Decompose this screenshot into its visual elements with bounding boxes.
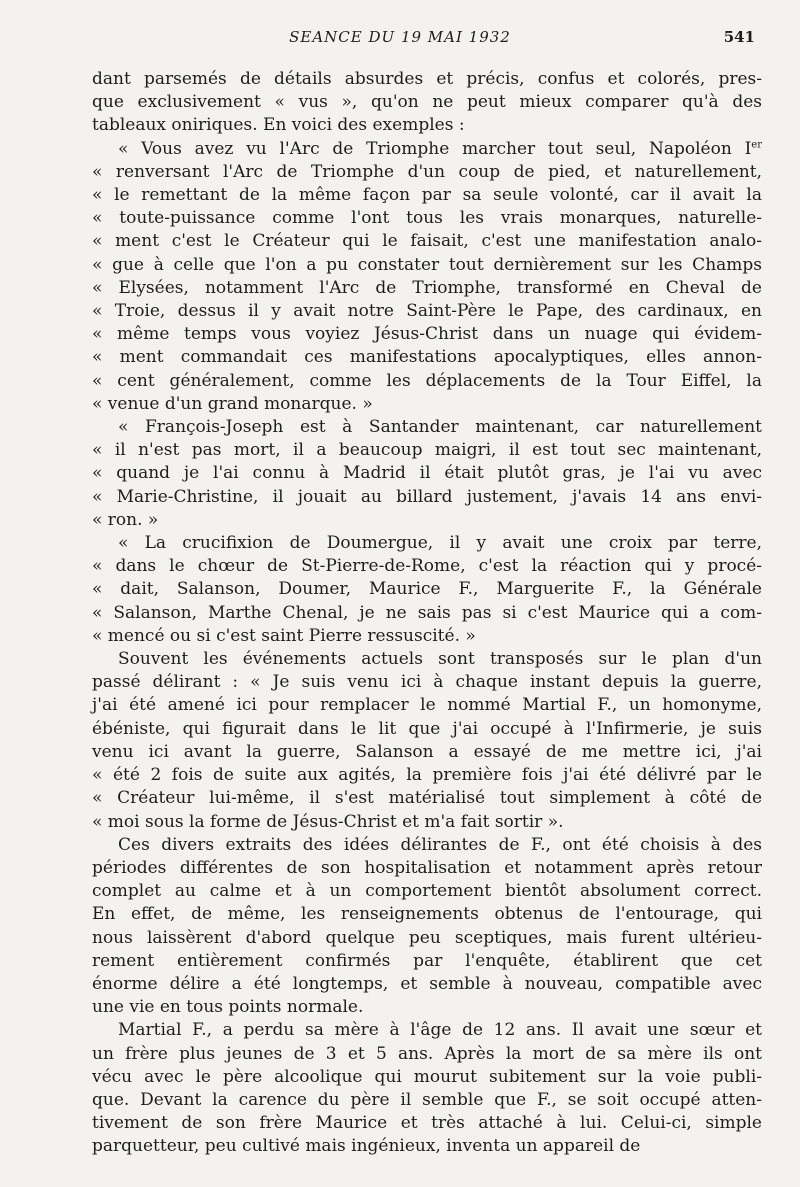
text-line: venu ici avant la guerre, Salanson a essayé de me mettre ici, j'ai <box>92 741 762 762</box>
text-line: nous laissèrent d'abord quelque peu sceptiques, mais furent ultérieu- <box>92 927 762 948</box>
text-line: « mencé ou si c'est saint Pierre ressuscité. » <box>92 625 476 646</box>
text-line: tableaux oniriques. En voici des exemples : <box>92 115 465 136</box>
page-number: 541 <box>723 28 755 46</box>
text-line: « dait, Salanson, Doumer, Maurice F., Marguerite F., la Générale <box>92 579 762 600</box>
text-line: « il n'est pas mort, il a beaucoup maigri, il est tout sec maintenant, <box>92 440 762 461</box>
text-line: un frère plus jeunes de 3 et 5 ans. Après la mort de sa mère ils ont <box>92 1043 762 1064</box>
text-line: rement entièrement confirmés par l'enquête, établirent que cet <box>92 950 762 971</box>
paragraph <box>92 648 762 834</box>
body-text <box>92 68 762 1159</box>
text-line: « Elysées, notamment l'Arc de Triomphe, transformé en Cheval de <box>92 277 762 298</box>
text-line: j'ai été amené ici pour remplacer le nommé Martial F., un homonyme, <box>92 695 762 716</box>
text-line: « quand je l'ai connu à Madrid il était plutôt gras, je l'ai vu avec <box>92 463 762 484</box>
text-line: « Vous avez vu l'Arc de Triomphe marcher tout seul, Napoléon Ier <box>118 138 762 159</box>
text-line: que. Devant la carence du père il semble que F., se soit occupé atten- <box>92 1089 762 1110</box>
text-line: En effet, de même, les renseignements obtenus de l'entourage, qui <box>92 904 762 925</box>
paragraph <box>92 1019 762 1158</box>
paragraph <box>92 68 762 138</box>
text-line: tivement de son frère Maurice et très attaché à lui. Celui-ci, simple <box>92 1113 762 1134</box>
text-line: « ment commandait ces manifestations apocalyptiques, elles annon- <box>92 347 762 368</box>
text-line: « François-Joseph est à Santander maintenant, car naturellement <box>118 417 762 438</box>
running-head <box>0 24 800 54</box>
text-line: une vie en tous points normale. <box>92 997 364 1018</box>
text-line: « Marie-Christine, il jouait au billard justement, j'avais 14 ans envi- <box>92 486 762 507</box>
text-line: « venue d'un grand monarque. » <box>92 393 373 414</box>
text-line: périodes différentes de son hospitalisation et notamment après retour <box>92 857 762 878</box>
text-line: « le remettant de la même façon par sa seule volonté, car il avait la <box>92 185 762 206</box>
text-line: que exclusivement « vus », qu'on ne peut mieux comparer qu'à des <box>92 92 762 113</box>
text-line: complet au calme et à un comportement bientôt absolument correct. <box>92 881 762 902</box>
text-line: « cent généralement, comme les déplacements de la Tour Eiffel, la <box>92 370 762 391</box>
paragraph <box>92 138 762 416</box>
text-line: Ces divers extraits des idées délirantes de F., ont été choisis à des <box>118 834 762 855</box>
text-line: « ron. » <box>92 509 159 530</box>
text-line: ébéniste, qui figurait dans le lit que j'ai occupé à l'Infirmerie, je suis <box>92 718 762 739</box>
text-line: « Troie, dessus il y avait notre Saint-Père le Pape, des cardinaux, en <box>92 301 762 322</box>
text-line: parquetteur, peu cultivé mais ingénieux, inventa un appareil de <box>92 1136 641 1157</box>
text-line: « dans le chœur de St-Pierre-de-Rome, c'est la réaction qui y procé- <box>92 556 762 577</box>
text-line: « Salanson, Marthe Chenal, je ne sais pas si c'est Maurice qui a com- <box>92 602 762 623</box>
paragraph <box>92 532 762 648</box>
text-line: « même temps vous voyiez Jésus-Christ dans un nuage qui évidem- <box>92 324 762 345</box>
text-line: Souvent les événements actuels sont transposés sur le plan d'un <box>118 649 762 670</box>
text-line: « été 2 fois de suite aux agités, la première fois j'ai été délivré par le <box>92 765 762 786</box>
text-line: Martial F., a perdu sa mère à l'âge de 12 ans. Il avait une sœur et <box>118 1020 762 1041</box>
text-line: énorme délire a été longtemps, et semble à nouveau, compatible avec <box>92 973 762 994</box>
running-title: SEANCE DU 19 MAI 1932 <box>289 28 511 46</box>
text-line: « renversant l'Arc de Triomphe d'un coup de pied, et naturellement, <box>92 161 762 182</box>
text-line: vécu avec le père alcoolique qui mourut subitement sur la voie publi- <box>92 1066 762 1087</box>
text-line: passé délirant : « Je suis venu ici à chaque instant depuis la guerre, <box>92 672 762 693</box>
text-line: « gue à celle que l'on a pu constater tout dernièrement sur les Champs <box>92 254 762 275</box>
text-line: « moi sous la forme de Jésus-Christ et m'a fait sortir ». <box>92 811 564 832</box>
text-line: « ment c'est le Créateur qui le faisait, c'est une manifestation analo- <box>92 231 762 252</box>
text-line: « Créateur lui-même, il s'est matérialisé tout simplement à côté de <box>92 788 762 809</box>
text-line: « La crucifixion de Doumergue, il y avait une croix par terre, <box>118 533 762 554</box>
text-line: « toute-puissance comme l'ont tous les vrais monarques, naturelle- <box>92 208 762 229</box>
paragraph <box>92 834 762 1020</box>
text-line: dant parsemés de détails absurdes et précis, confus et colorés, pres- <box>92 69 762 89</box>
paragraph <box>92 416 762 532</box>
